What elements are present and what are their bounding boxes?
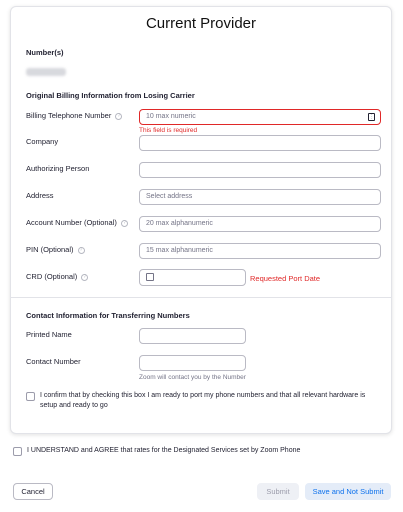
billing-telephone-placeholder: 10 max numeric	[146, 113, 196, 120]
contact-number-hint: Zoom will contact you by the Number	[139, 374, 246, 381]
help-icon[interactable]: ?	[121, 220, 128, 227]
current-provider-card	[10, 6, 392, 434]
account-number-label-row	[26, 218, 128, 227]
billing-telephone-label: Billing Telephone Number	[26, 111, 112, 120]
crd-label: CRD (Optional)	[26, 272, 78, 281]
billing-telephone-error: This field is required	[139, 127, 198, 134]
billing-section-title: Original Billing Information from Losing Carrier	[26, 91, 195, 100]
help-icon[interactable]: ?	[81, 274, 88, 281]
billing-telephone-input[interactable]	[139, 109, 381, 125]
help-icon[interactable]: ?	[78, 247, 85, 254]
confirm-checkbox[interactable]	[26, 392, 35, 401]
account-number-input[interactable]: 20 max alphanumeric	[139, 216, 381, 232]
requested-port-date-label: Requested Port Date	[250, 274, 321, 283]
authorizing-person-label: Authorizing Person	[26, 164, 90, 173]
billing-telephone-label-row	[26, 111, 122, 120]
contact-section-title: Contact Information for Transferring Numbers	[26, 311, 190, 320]
printed-name-label: Printed Name	[26, 330, 72, 339]
crd-label-row	[26, 272, 88, 281]
numbers-value-redacted	[26, 68, 66, 76]
pin-label-row	[26, 245, 85, 254]
account-number-label: Account Number (Optional)	[26, 218, 117, 227]
crd-date-picker[interactable]	[139, 269, 246, 286]
authorizing-person-input[interactable]	[139, 162, 381, 178]
save-and-not-submit-button[interactable]: Save and Not Submit	[305, 483, 391, 500]
help-icon[interactable]: ?	[115, 113, 122, 120]
address-select[interactable]: Select address	[139, 189, 381, 205]
numbers-label: Number(s)	[26, 48, 64, 57]
confirm-text: I confirm that by checking this box I am ready to port my phone numbers and that all relevant hardware is setup and ready to go	[40, 392, 366, 409]
submit-button[interactable]: Submit	[257, 483, 299, 500]
keypad-icon: ⋮	[369, 114, 374, 120]
pin-label: PIN (Optional)	[26, 245, 74, 254]
calendar-icon	[146, 273, 154, 281]
company-label: Company	[26, 137, 59, 146]
contact-number-input[interactable]	[139, 355, 246, 371]
page-title: Current Provider	[145, 15, 257, 32]
agree-text: I UNDERSTAND and AGREE that rates for the Designated Services set by Zoom Phone	[27, 447, 301, 454]
address-label: Address	[26, 191, 54, 200]
cancel-button[interactable]: Cancel	[13, 483, 53, 500]
section-divider	[11, 297, 391, 298]
agree-checkbox[interactable]	[13, 447, 22, 456]
pin-input[interactable]: 15 max alphanumeric	[139, 243, 381, 259]
contact-number-label: Contact Number	[26, 357, 81, 366]
printed-name-input[interactable]	[139, 328, 246, 344]
company-input[interactable]	[139, 135, 381, 151]
